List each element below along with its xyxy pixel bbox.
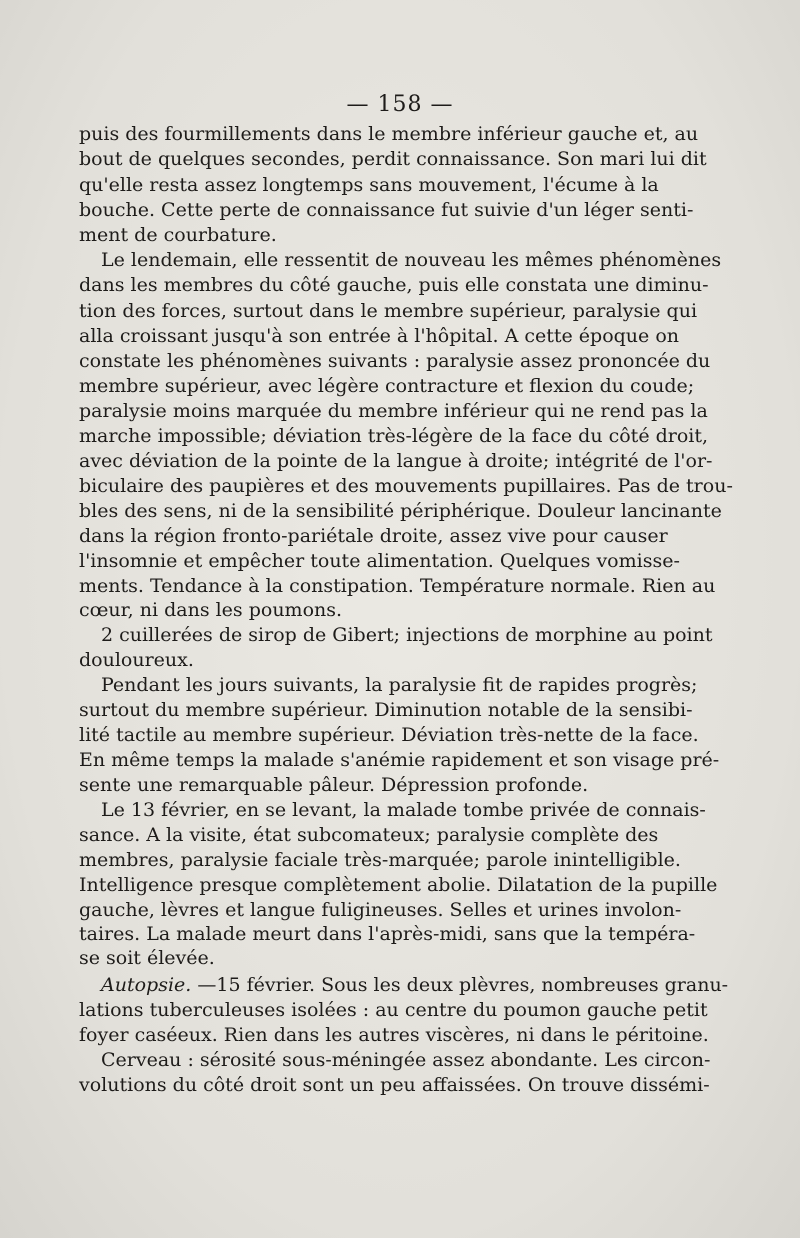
text-line: sance. A la visite, état subcomateux; paralysie complète des [79, 824, 659, 846]
autopsy-label: Autopsie. [101, 974, 192, 996]
text-line: Cerveau : sérosité sous-méningée assez abondante. Les circon- [101, 1049, 711, 1071]
text-line: surtout du membre supérieur. Diminution notable de la sensibi- [79, 699, 693, 721]
text-line: lité tactile au membre supérieur. Déviation très-nette de la face. [79, 724, 699, 746]
text-line: volutions du côté droit sont un peu affaissées. On trouve dissémi- [79, 1074, 710, 1096]
text-line: taires. La malade meurt dans l'après-midi, sans que la tempéra- [79, 923, 696, 945]
text-line: bles des sens, ni de la sensibilité périphérique. Douleur lancinante [79, 500, 722, 522]
text-line: dans la région fronto-pariétale droite, assez vive pour causer [79, 525, 668, 547]
text-line: biculaire des paupières et des mouvements pupillaires. Pas de trou- [79, 475, 733, 497]
text-line: bouche. Cette perte de connaissance fut suivie d'un léger senti- [79, 199, 694, 221]
text-line: 2 cuillerées de sirop de Gibert; injections de morphine au point [101, 624, 713, 646]
text-line: douloureux. [79, 649, 194, 671]
text-line: qu'elle resta assez longtemps sans mouvement, l'écume à la [79, 174, 659, 196]
text-line: En même temps la malade s'anémie rapidement et son visage pré- [79, 749, 720, 771]
page-number: — 158 — [346, 92, 454, 117]
text-line: ment de courbature. [79, 224, 277, 246]
text-line: foyer caséeux. Rien dans les autres viscères, ni dans le péritoine. [79, 1024, 709, 1046]
text-line: puis des fourmillements dans le membre inférieur gauche et, au [79, 123, 699, 145]
text-line: membre supérieur, avec légère contracture et flexion du coude; [79, 375, 695, 397]
text-line: se soit élevée. [79, 947, 215, 969]
text-line: sente une remarquable pâleur. Dépression profonde. [79, 774, 589, 796]
text-line: Pendant les jours suivants, la paralysie fit de rapides progrès; [101, 674, 698, 696]
text-line: tion des forces, surtout dans le membre supérieur, paralysie qui [79, 300, 698, 322]
text-line: constate les phénomènes suivants : paralysie assez prononcée du [79, 350, 711, 372]
text-line: Le lendemain, elle ressentit de nouveau les mêmes phénomènes [101, 249, 722, 271]
text-line: dans les membres du côté gauche, puis elle constata une diminu- [79, 274, 709, 296]
text-line: Le 13 février, en se levant, la malade tombe privée de connais- [101, 799, 706, 821]
autopsy-line: Autopsie. —15 février. Sous les deux plèvres, nombreuses granu- [101, 974, 729, 996]
text-line: Intelligence presque complètement abolie. Dilatation de la pupille [79, 874, 718, 896]
text-line: lations tuberculeuses isolées : au centre du poumon gauche petit [79, 999, 708, 1021]
text-line: avec déviation de la pointe de la langue à droite; intégrité de l'or- [79, 450, 713, 472]
text-line: cœur, ni dans les poumons. [79, 599, 343, 621]
text-line: marche impossible; déviation très-légère de la face du côté droit, [79, 425, 709, 447]
text-line: membres, paralysie faciale très-marquée; parole inintelligible. [79, 849, 681, 871]
text-line: ments. Tendance à la constipation. Température normale. Rien au [79, 575, 716, 597]
text-line: paralysie moins marquée du membre inférieur qui ne rend pas la [79, 400, 708, 422]
text-line: gauche, lèvres et langue fuligineuses. Selles et urines involon- [79, 899, 682, 921]
text-line: l'insomnie et empêcher toute alimentation. Quelques vomisse- [79, 550, 680, 572]
text-line: bout de quelques secondes, perdit connaissance. Son mari lui dit [79, 148, 707, 170]
text-line: alla croissant jusqu'à son entrée à l'hôpital. A cette époque on [79, 325, 679, 347]
